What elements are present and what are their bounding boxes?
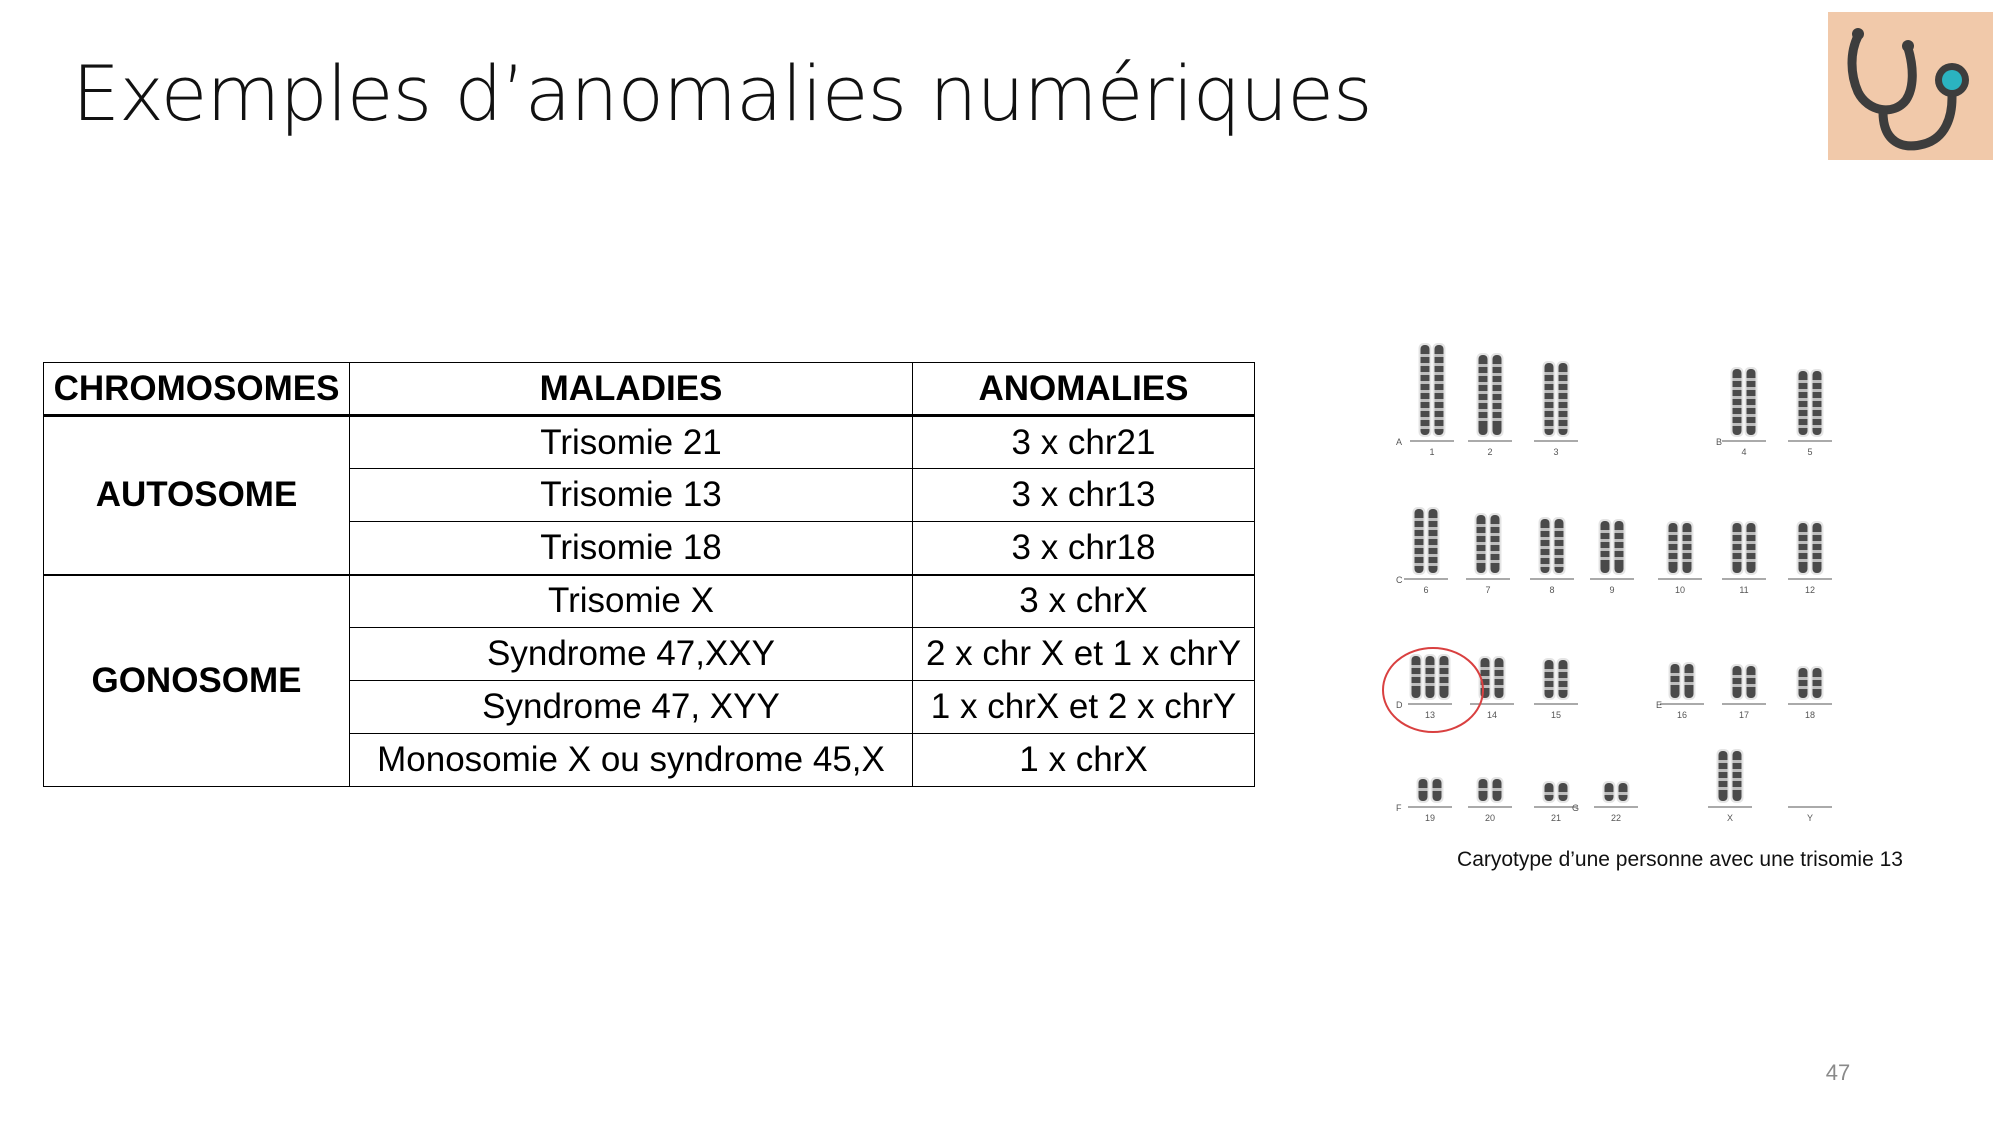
chromosome-band bbox=[1683, 541, 1692, 544]
chromosome-band bbox=[1813, 550, 1822, 553]
chromosome-band bbox=[1813, 380, 1822, 383]
chromosome-band bbox=[1619, 792, 1628, 795]
chromosome-band bbox=[1559, 381, 1568, 384]
chromosome-band bbox=[1813, 398, 1822, 401]
chromosome-band bbox=[1733, 778, 1742, 781]
cell-anomalie: 1 x chrX et 2 x chrY bbox=[913, 681, 1255, 734]
chromosome-band bbox=[1421, 408, 1430, 411]
chromosome-band bbox=[1545, 792, 1554, 795]
cell-maladie: Trisomie X bbox=[350, 575, 913, 628]
chromosome-band bbox=[1813, 425, 1822, 428]
slide-title: Exemples d’anomalies numériques bbox=[72, 49, 1372, 138]
chromosome-band bbox=[1747, 684, 1756, 687]
chromosome bbox=[1747, 666, 1756, 698]
chromosome-band bbox=[1481, 667, 1490, 670]
chromosome bbox=[1719, 751, 1728, 801]
chromosome-band bbox=[1415, 518, 1424, 521]
chromosome-band bbox=[1419, 788, 1428, 791]
chromosome-band bbox=[1615, 557, 1624, 560]
chromosome-label: 2 bbox=[1487, 447, 1493, 457]
chromosome-label: 4 bbox=[1741, 447, 1747, 457]
chromosome-band bbox=[1747, 387, 1756, 390]
chromosome-band bbox=[1479, 391, 1488, 394]
chromosome-band bbox=[1559, 678, 1568, 681]
chromosome-band bbox=[1435, 390, 1444, 393]
chromosome-group-label: C bbox=[1396, 575, 1403, 585]
chromosome bbox=[1799, 523, 1808, 573]
chromosome-label: 5 bbox=[1807, 447, 1813, 457]
chromosome-label: 18 bbox=[1804, 710, 1816, 720]
chromosome-band bbox=[1477, 533, 1486, 536]
chromosome-band bbox=[1421, 426, 1430, 429]
chromosome-band bbox=[1733, 559, 1742, 562]
chromosome-band bbox=[1429, 527, 1438, 530]
chromosome-band bbox=[1719, 760, 1728, 763]
chromosome-group-label: F bbox=[1396, 803, 1402, 813]
chromosome-band bbox=[1747, 675, 1756, 678]
chromosome-band bbox=[1747, 541, 1756, 544]
chromosome-band bbox=[1733, 675, 1742, 678]
chromosome-band bbox=[1733, 541, 1742, 544]
chromosome-band bbox=[1601, 539, 1610, 542]
chromosome-label: 6 bbox=[1423, 585, 1429, 595]
chromosome-band bbox=[1435, 381, 1444, 384]
chromosome-band bbox=[1545, 381, 1554, 384]
chromosome-band bbox=[1559, 669, 1568, 672]
chromosome bbox=[1683, 523, 1692, 573]
chromosome-band bbox=[1799, 686, 1808, 689]
chromosome-band bbox=[1683, 550, 1692, 553]
chromosome-band bbox=[1799, 550, 1808, 553]
chromosome-label: 9 bbox=[1609, 585, 1615, 595]
chromosome-band bbox=[1799, 541, 1808, 544]
chromosome-label: X bbox=[1726, 813, 1734, 823]
chromosome bbox=[1669, 523, 1678, 573]
chromosome-group-label: A bbox=[1396, 437, 1403, 447]
chromosome-band bbox=[1426, 683, 1435, 686]
chromosome-band bbox=[1733, 414, 1742, 417]
cell-maladie: Trisomie 18 bbox=[350, 522, 913, 575]
stethoscope-logo bbox=[1828, 12, 1993, 160]
chromosome-band bbox=[1733, 684, 1742, 687]
chromosome-band bbox=[1733, 423, 1742, 426]
chromosome-group-label: G bbox=[1572, 803, 1580, 813]
chromosome-band bbox=[1559, 408, 1568, 411]
group-label-autosome: AUTOSOME bbox=[44, 416, 350, 575]
chromosome-band bbox=[1733, 769, 1742, 772]
chromosome-label: Y bbox=[1806, 813, 1814, 823]
chromosome-band bbox=[1559, 399, 1568, 402]
chromosome-band bbox=[1545, 372, 1554, 375]
chromosome-band bbox=[1733, 787, 1742, 790]
chromosome-label: 11 bbox=[1739, 585, 1749, 595]
chromosome-band bbox=[1545, 408, 1554, 411]
chromosome-band bbox=[1545, 426, 1554, 429]
chromosome-band bbox=[1429, 518, 1438, 521]
cell-maladie: Syndrome 47, XYY bbox=[350, 681, 913, 734]
chromosome-band bbox=[1719, 769, 1728, 772]
chromosome-band bbox=[1412, 665, 1421, 668]
chromosome-band bbox=[1799, 416, 1808, 419]
chromosome-label: 1 bbox=[1429, 447, 1435, 457]
chromosome-band bbox=[1545, 399, 1554, 402]
chromosome-band bbox=[1685, 682, 1694, 685]
chromosome-band bbox=[1435, 426, 1444, 429]
chromosome bbox=[1733, 523, 1742, 573]
chromosome-band bbox=[1421, 363, 1430, 366]
chromosome bbox=[1671, 664, 1680, 698]
chromosome-band bbox=[1435, 363, 1444, 366]
chromosome-band bbox=[1429, 545, 1438, 548]
chromosome-band bbox=[1493, 409, 1502, 412]
chromosome-band bbox=[1477, 542, 1486, 545]
chromosome bbox=[1813, 523, 1822, 573]
chromosome-band bbox=[1733, 405, 1742, 408]
chromosome-label: 7 bbox=[1485, 585, 1491, 595]
chromosome-band bbox=[1545, 669, 1554, 672]
chromosome-band bbox=[1493, 400, 1502, 403]
chromosome-band bbox=[1479, 400, 1488, 403]
karyotype-figure bbox=[1380, 335, 1980, 830]
chromosome-band bbox=[1435, 399, 1444, 402]
chromosome-band bbox=[1415, 527, 1424, 530]
chromosome-band bbox=[1559, 426, 1568, 429]
chromosome-band bbox=[1799, 389, 1808, 392]
table-row bbox=[44, 416, 1255, 469]
chromosome-band bbox=[1747, 396, 1756, 399]
chromosome bbox=[1601, 521, 1610, 573]
chromosome-band bbox=[1601, 548, 1610, 551]
chromosome-band bbox=[1421, 372, 1430, 375]
chromosome-band bbox=[1440, 683, 1449, 686]
chromosome-band bbox=[1669, 532, 1678, 535]
chromosome bbox=[1615, 521, 1624, 573]
chromosome-band bbox=[1615, 530, 1624, 533]
chromosome-band bbox=[1813, 686, 1822, 689]
chromosome bbox=[1733, 751, 1742, 801]
chromosome-band bbox=[1813, 416, 1822, 419]
chromosome-band bbox=[1415, 545, 1424, 548]
cell-maladie: Monosomie X ou syndrome 45,X bbox=[350, 734, 913, 787]
chromosome-label: 19 bbox=[1424, 813, 1436, 823]
chromosome-band bbox=[1799, 532, 1808, 535]
anomalies-table bbox=[43, 362, 1255, 787]
chromosome bbox=[1799, 668, 1808, 698]
header-maladies: MALADIES bbox=[350, 363, 913, 416]
chromosome-band bbox=[1433, 788, 1442, 791]
chromosome-label: 8 bbox=[1549, 585, 1555, 595]
chromosome-band bbox=[1491, 524, 1500, 527]
chromosome-band bbox=[1495, 685, 1504, 688]
chromosome-band bbox=[1421, 390, 1430, 393]
header-anomalies: ANOMALIES bbox=[913, 363, 1255, 416]
chromosome-band bbox=[1545, 390, 1554, 393]
chromosome-band bbox=[1733, 396, 1742, 399]
chromosome-band bbox=[1813, 389, 1822, 392]
chromosome-band bbox=[1477, 560, 1486, 563]
chromosome-band bbox=[1559, 687, 1568, 690]
chromosome-band bbox=[1813, 559, 1822, 562]
chromosome-band bbox=[1479, 788, 1488, 791]
chromosome-band bbox=[1555, 564, 1564, 567]
chromosome-band bbox=[1429, 536, 1438, 539]
chromosome-band bbox=[1683, 559, 1692, 562]
chromosome-band bbox=[1541, 537, 1550, 540]
chromosome-band bbox=[1435, 417, 1444, 420]
chromosome-band bbox=[1479, 364, 1488, 367]
karyotype-image bbox=[1380, 335, 1980, 830]
chromosome-band bbox=[1559, 390, 1568, 393]
cell-anomalie: 3 x chr18 bbox=[913, 522, 1255, 575]
chromosome-label: 22 bbox=[1610, 813, 1622, 823]
chromosome-band bbox=[1733, 532, 1742, 535]
chromosome-band bbox=[1493, 373, 1502, 376]
chromosome-band bbox=[1415, 536, 1424, 539]
chromosome-label: 20 bbox=[1484, 813, 1496, 823]
chromosome-label: 14 bbox=[1486, 710, 1498, 720]
cell-maladie: Trisomie 13 bbox=[350, 469, 913, 522]
chromosome-band bbox=[1545, 687, 1554, 690]
chromosome-band bbox=[1545, 678, 1554, 681]
chromosome-label: 15 bbox=[1550, 710, 1562, 720]
chromosome-band bbox=[1555, 555, 1564, 558]
chromosome-group-label: B bbox=[1716, 437, 1723, 447]
chromosome-band bbox=[1415, 563, 1424, 566]
chromosome-band bbox=[1495, 667, 1504, 670]
chromosome-band bbox=[1426, 665, 1435, 668]
chromosome-band bbox=[1747, 378, 1756, 381]
chromosome bbox=[1747, 523, 1756, 573]
cell-anomalie: 3 x chr21 bbox=[913, 416, 1255, 469]
cell-anomalie: 3 x chr13 bbox=[913, 469, 1255, 522]
chromosome-band bbox=[1733, 387, 1742, 390]
cell-anomalie: 1 x chrX bbox=[913, 734, 1255, 787]
chromosome-band bbox=[1479, 409, 1488, 412]
karyotype-caption: Caryotype d’une personne avec une trisomie 13 bbox=[1457, 848, 1903, 871]
chromosome-band bbox=[1421, 399, 1430, 402]
chromosome-band bbox=[1541, 555, 1550, 558]
chromosome-band bbox=[1799, 380, 1808, 383]
chromosome-band bbox=[1491, 551, 1500, 554]
chromosome-band bbox=[1493, 391, 1502, 394]
chromosome-band bbox=[1747, 405, 1756, 408]
chromosome-band bbox=[1477, 524, 1486, 527]
chromosome-band bbox=[1435, 372, 1444, 375]
chromosome-band bbox=[1799, 677, 1808, 680]
chromosome-label: 16 bbox=[1676, 710, 1688, 720]
chromosome-band bbox=[1479, 418, 1488, 421]
chromosome-band bbox=[1669, 559, 1678, 562]
chromosome-label: 12 bbox=[1804, 585, 1816, 595]
chromosome-band bbox=[1813, 541, 1822, 544]
chromosome-band bbox=[1477, 551, 1486, 554]
chromosome-band bbox=[1421, 417, 1430, 420]
chromosome-band bbox=[1421, 354, 1430, 357]
chromosome-band bbox=[1426, 674, 1435, 677]
cell-maladie: Trisomie 21 bbox=[350, 416, 913, 469]
chromosome-band bbox=[1685, 673, 1694, 676]
chromosome-label: 17 bbox=[1738, 710, 1750, 720]
chromosome-band bbox=[1669, 541, 1678, 544]
chromosome-band bbox=[1813, 532, 1822, 535]
chromosome-band bbox=[1733, 550, 1742, 553]
chromosome-band bbox=[1671, 682, 1680, 685]
chromosome-band bbox=[1412, 683, 1421, 686]
group-label-gonosome: GONOSOME bbox=[44, 575, 350, 787]
chromosome-label: 13 bbox=[1424, 710, 1436, 720]
chromosome-group-label: E bbox=[1656, 700, 1663, 710]
chromosome-band bbox=[1733, 378, 1742, 381]
chromosome-band bbox=[1491, 560, 1500, 563]
chromosome-band bbox=[1415, 554, 1424, 557]
chromosome-band bbox=[1559, 792, 1568, 795]
chromosome-band bbox=[1429, 563, 1438, 566]
chromosome-band bbox=[1799, 559, 1808, 562]
chromosome-band bbox=[1541, 546, 1550, 549]
chromosome-band bbox=[1493, 382, 1502, 385]
chromosome-band bbox=[1440, 674, 1449, 677]
chromosome-band bbox=[1440, 665, 1449, 668]
chromosome-band bbox=[1799, 407, 1808, 410]
chromosome-band bbox=[1429, 554, 1438, 557]
chromosome-band bbox=[1813, 407, 1822, 410]
chromosome-band bbox=[1671, 673, 1680, 676]
chromosome-band bbox=[1813, 677, 1822, 680]
chromosome-band bbox=[1799, 425, 1808, 428]
chromosome-band bbox=[1747, 423, 1756, 426]
chromosome-band bbox=[1559, 372, 1568, 375]
chromosome-band bbox=[1555, 546, 1564, 549]
chromosome-band bbox=[1733, 760, 1742, 763]
chromosome-band bbox=[1615, 548, 1624, 551]
chromosome-band bbox=[1545, 417, 1554, 420]
chromosome-band bbox=[1479, 382, 1488, 385]
chromosome-band bbox=[1601, 557, 1610, 560]
table-row bbox=[44, 575, 1255, 628]
cell-anomalie: 2 x chr X et 1 x chrY bbox=[913, 628, 1255, 681]
chromosome-band bbox=[1747, 559, 1756, 562]
chromosome-band bbox=[1559, 417, 1568, 420]
chromosome-band bbox=[1493, 418, 1502, 421]
table-header-row bbox=[44, 363, 1255, 416]
chromosome-label: 10 bbox=[1674, 585, 1686, 595]
chromosome-band bbox=[1719, 787, 1728, 790]
cell-anomalie: 3 x chrX bbox=[913, 575, 1255, 628]
chromosome bbox=[1685, 664, 1694, 698]
chromosome-band bbox=[1615, 539, 1624, 542]
chromosome-band bbox=[1491, 542, 1500, 545]
header-chromosomes: CHROMOSOMES bbox=[44, 363, 350, 416]
chromosome-band bbox=[1601, 530, 1610, 533]
chromosome-band bbox=[1541, 528, 1550, 531]
cell-maladie: Syndrome 47,XXY bbox=[350, 628, 913, 681]
chromosome-band bbox=[1555, 537, 1564, 540]
chromosome-band bbox=[1799, 398, 1808, 401]
chromosome-band bbox=[1491, 533, 1500, 536]
page-number: 47 bbox=[1825, 1060, 1851, 1085]
chromosome-band bbox=[1605, 792, 1614, 795]
chromosome-band bbox=[1479, 373, 1488, 376]
chromosome bbox=[1813, 668, 1822, 698]
chromosome-band bbox=[1747, 550, 1756, 553]
chromosome-label: 3 bbox=[1553, 447, 1559, 457]
chromosome-band bbox=[1493, 788, 1502, 791]
stethoscope-icon bbox=[1828, 12, 1993, 160]
chromosome-band bbox=[1421, 381, 1430, 384]
chromosome-band bbox=[1435, 354, 1444, 357]
chromosome-band bbox=[1719, 778, 1728, 781]
chromosome-band bbox=[1747, 414, 1756, 417]
chromosome-band bbox=[1435, 408, 1444, 411]
chromosome-band bbox=[1495, 676, 1504, 679]
chromosome-band bbox=[1493, 364, 1502, 367]
chromosome-band bbox=[1541, 564, 1550, 567]
chromosome-label: 21 bbox=[1550, 813, 1562, 823]
chromosome bbox=[1733, 666, 1742, 698]
chromosome-group-label: D bbox=[1396, 700, 1403, 710]
chromosome-band bbox=[1683, 532, 1692, 535]
chromosome-band bbox=[1747, 532, 1756, 535]
chromosome-band bbox=[1669, 550, 1678, 553]
chromosome-band bbox=[1412, 674, 1421, 677]
chromosome-band bbox=[1555, 528, 1564, 531]
